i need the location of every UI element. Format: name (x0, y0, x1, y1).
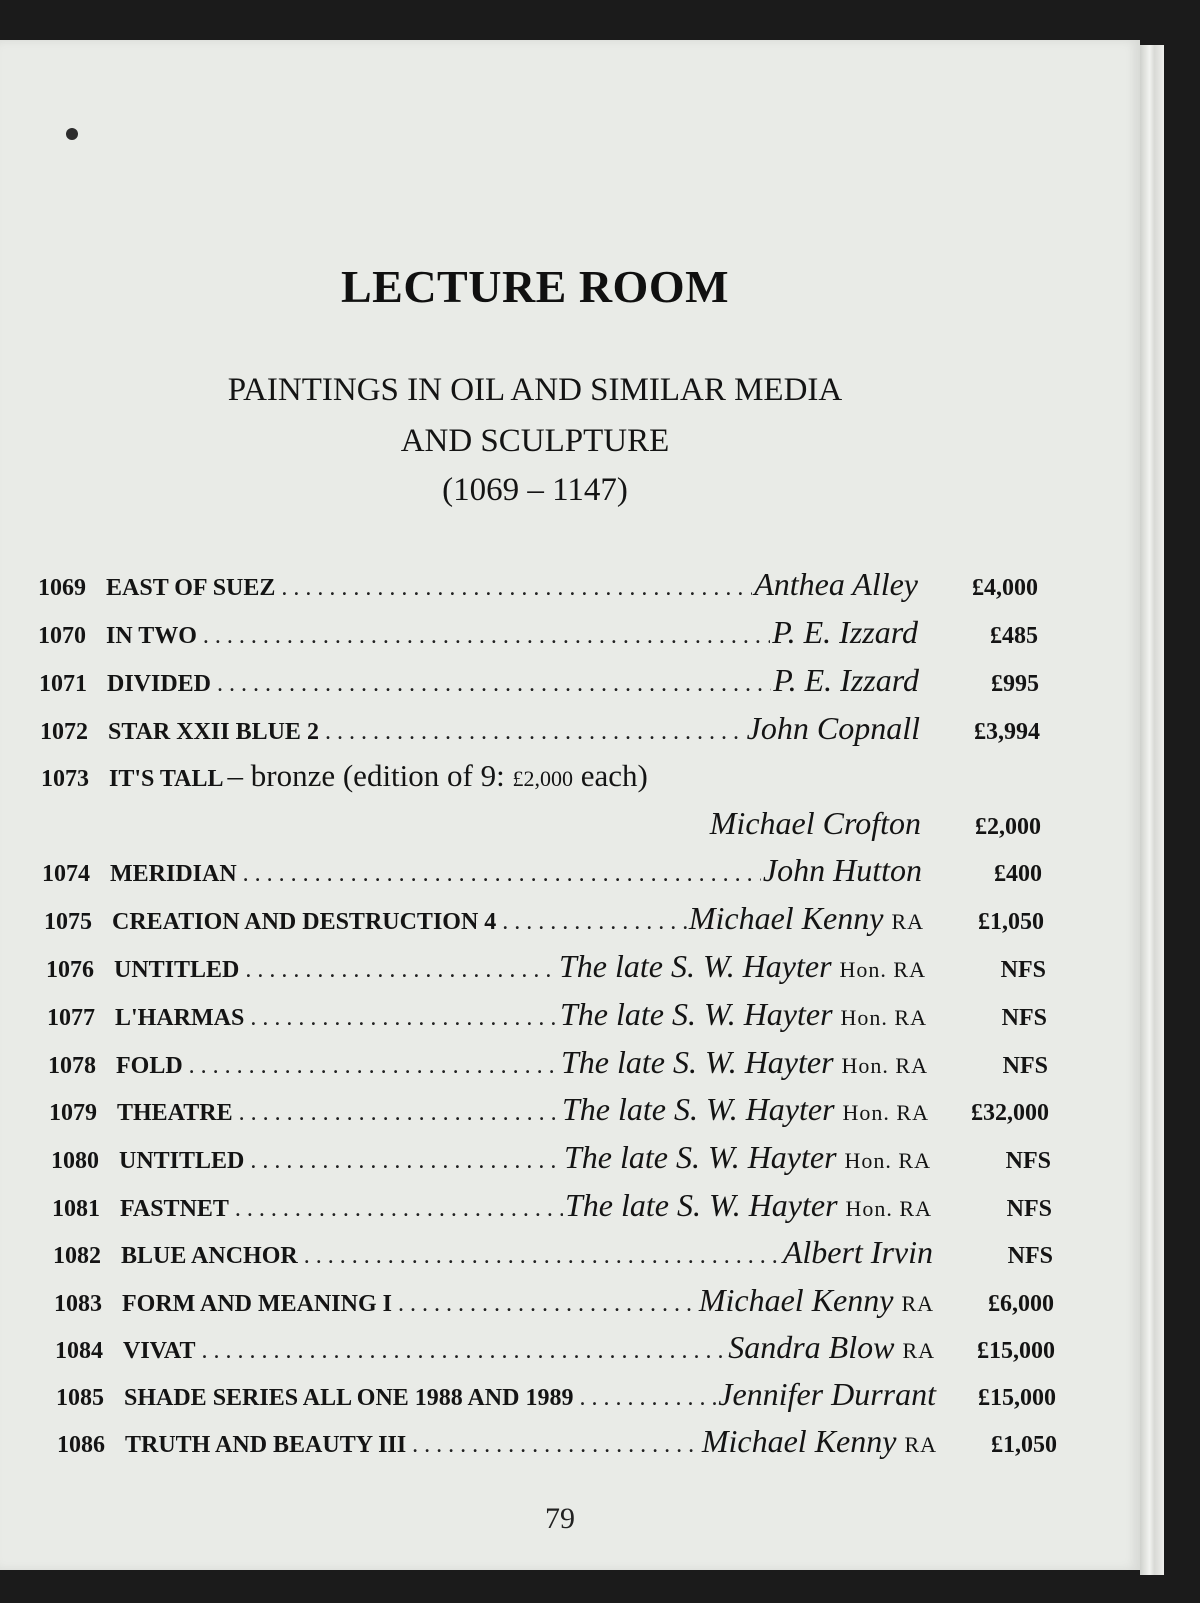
catalogue-entry (49, 1091, 1049, 1131)
section-subtitle-line1: PAINTINGS IN OIL AND SIMILAR MEDIA (227, 372, 843, 408)
entry-price: £6,000 (988, 1291, 1054, 1317)
entry-number: 1084 (55, 1338, 103, 1364)
entry-number: 1075 (44, 909, 92, 935)
entry-price: £32,000 (971, 1100, 1049, 1126)
entry-price: NFS (1001, 1005, 1047, 1031)
page-number: 79 (545, 1502, 575, 1535)
entry-number: 1083 (54, 1291, 102, 1317)
entry-artist: P. E. Izzard (773, 662, 919, 698)
catalogue-entry (53, 1234, 1053, 1274)
entry-artist-suffix: Hon. RA (840, 1005, 927, 1030)
leader-dots (502, 909, 687, 936)
entry-title: VIVAT (123, 1338, 196, 1364)
entry-artist-suffix: RA (891, 909, 924, 934)
entry-price: £3,994 (974, 719, 1040, 745)
catalogue-entry (38, 566, 1038, 606)
entry-title: EAST OF SUEZ (106, 575, 276, 601)
entry-number: 1076 (46, 957, 94, 983)
catalogue-page (0, 40, 1140, 1570)
entry-title: IT'S TALL (109, 766, 224, 792)
entry-artist: John Copnall (746, 710, 920, 746)
entry-price: £15,000 (977, 1338, 1055, 1364)
entry-title: FOLD (116, 1053, 183, 1079)
entry-price: £400 (994, 861, 1042, 887)
entry-artist: The late S. W. Hayter (561, 1091, 835, 1127)
catalogue-entry (44, 900, 1044, 940)
entry-title: UNTITLED (119, 1148, 245, 1174)
entry-number: 1079 (49, 1100, 97, 1126)
entry-number: 1073 (41, 766, 89, 792)
leader-dots (201, 1338, 726, 1365)
leader-dots (398, 1291, 697, 1318)
catalogue-entry (57, 1423, 1057, 1463)
entry-title: BLUE ANCHOR (121, 1243, 298, 1269)
entry-number: 1085 (56, 1385, 104, 1411)
leader-dots (250, 1005, 558, 1032)
catalogue-entry (56, 1376, 1056, 1416)
entry-price: NFS (1007, 1243, 1053, 1269)
entry-title: UNTITLED (114, 957, 240, 983)
entry-artist: The late S. W. Hayter (559, 996, 833, 1032)
entry-artist: Jennifer Durrant (718, 1376, 936, 1412)
catalogue-entry (54, 1282, 1054, 1322)
catalogue-number-range: (1069 – 1147) (442, 472, 628, 508)
entry-artist: Michael Kenny (698, 1282, 894, 1318)
entry-price: £15,000 (978, 1385, 1056, 1411)
entry-number: 1070 (38, 623, 86, 649)
catalogue-entry-continuation (41, 805, 1041, 845)
leader-dots (412, 1432, 700, 1459)
leader-dots (239, 1100, 560, 1127)
catalogue-entry (41, 758, 1041, 798)
entry-title: THEATRE (117, 1100, 233, 1126)
leader-dots (281, 575, 752, 602)
catalogue-entry (38, 614, 1038, 654)
entry-artist: Sandra Blow (728, 1329, 895, 1365)
leader-dots (189, 1053, 559, 1080)
entry-title: L'HARMAS (115, 1005, 245, 1031)
entry-artist-suffix: Hon. RA (839, 957, 926, 982)
leader-dots (203, 623, 770, 650)
entry-number: 1072 (40, 719, 88, 745)
catalogue-entry (42, 852, 1042, 892)
entry-artist-suffix: RA (904, 1432, 937, 1457)
leader-dots (579, 1385, 716, 1412)
leader-dots (243, 861, 761, 888)
leader-dots (235, 1196, 563, 1223)
entry-artist: Michael Kenny (688, 900, 884, 936)
entry-price: NFS (1000, 957, 1046, 983)
entry-title: MERIDIAN (110, 861, 237, 887)
entry-price: NFS (1006, 1196, 1052, 1222)
entry-artist: Michael Kenny (701, 1423, 897, 1459)
entry-edition-note (224, 758, 648, 794)
entry-number: 1074 (42, 861, 90, 887)
entry-price: £485 (990, 623, 1038, 649)
entry-artist-suffix: Hon. RA (842, 1100, 929, 1125)
page-stack-edge (1140, 45, 1164, 1575)
entry-artist: The late S. W. Hayter (563, 1139, 837, 1175)
leader-dots (245, 957, 557, 984)
edition-note-prefix: – bronze (edition of 9: (227, 758, 513, 793)
catalogue-entry (47, 996, 1047, 1036)
entry-price: £1,050 (978, 909, 1044, 935)
entry-artist: The late S. W. Hayter (564, 1187, 838, 1223)
entry-artist-suffix: Hon. RA (841, 1053, 928, 1078)
entry-number: 1080 (51, 1148, 99, 1174)
entry-title: IN TWO (106, 623, 197, 649)
entry-title: FASTNET (120, 1196, 229, 1222)
entry-artist-suffix: RA (901, 1291, 934, 1316)
entry-price: £4,000 (972, 575, 1038, 601)
entry-title: SHADE SERIES ALL ONE 1988 AND 1989 (124, 1385, 574, 1411)
leader-dots (304, 1243, 781, 1270)
page-title: LECTURE ROOM (340, 261, 730, 312)
entry-price: NFS (1005, 1148, 1051, 1174)
entry-artist: The late S. W. Hayter (558, 948, 832, 984)
catalogue-entry (52, 1187, 1052, 1227)
edition-note-price: £2,000 (512, 766, 573, 791)
catalogue-entry (40, 710, 1040, 750)
entry-title: STAR XXII BLUE 2 (108, 719, 319, 745)
leader-dots (250, 1148, 562, 1175)
catalogue-entry (39, 662, 1039, 702)
entry-number: 1077 (47, 1005, 95, 1031)
section-subtitle-line2: AND SCULPTURE (400, 423, 670, 459)
entry-price: £995 (991, 671, 1039, 697)
entry-number: 1071 (39, 671, 87, 697)
entry-artist: The late S. W. Hayter (560, 1044, 834, 1080)
entry-price: NFS (1002, 1053, 1048, 1079)
entry-number: 1082 (53, 1243, 101, 1269)
catalogue-entry (46, 948, 1046, 988)
entry-artist: Albert Irvin (782, 1234, 933, 1270)
entry-price: £1,050 (991, 1432, 1057, 1458)
entry-artist: Anthea Alley (754, 566, 918, 602)
entry-number: 1086 (57, 1432, 105, 1458)
entry-number: 1081 (52, 1196, 100, 1222)
entry-price: £2,000 (975, 814, 1041, 840)
catalogue-entry (48, 1044, 1048, 1084)
entry-number: 1078 (48, 1053, 96, 1079)
catalogue-entry (51, 1139, 1051, 1179)
entry-title: CREATION AND DESTRUCTION 4 (112, 909, 497, 935)
entry-artist-suffix: RA (902, 1338, 935, 1363)
catalogue-entries (0, 40, 1140, 1570)
entry-artist-suffix: Hon. RA (844, 1148, 931, 1173)
entry-title: DIVIDED (107, 671, 212, 697)
leader-dots (325, 719, 745, 746)
entry-artist-suffix: Hon. RA (845, 1196, 932, 1221)
entry-artist: P. E. Izzard (772, 614, 918, 650)
entry-artist: Michael Crofton (709, 805, 921, 841)
catalogue-entry (55, 1329, 1055, 1369)
entry-title: TRUTH AND BEAUTY III (125, 1432, 407, 1458)
entry-artist: John Hutton (762, 852, 922, 888)
leader-dots (217, 671, 771, 698)
entry-title: FORM AND MEANING I (122, 1291, 392, 1317)
entry-number: 1069 (38, 575, 86, 601)
edition-note-suffix: each) (572, 758, 648, 793)
